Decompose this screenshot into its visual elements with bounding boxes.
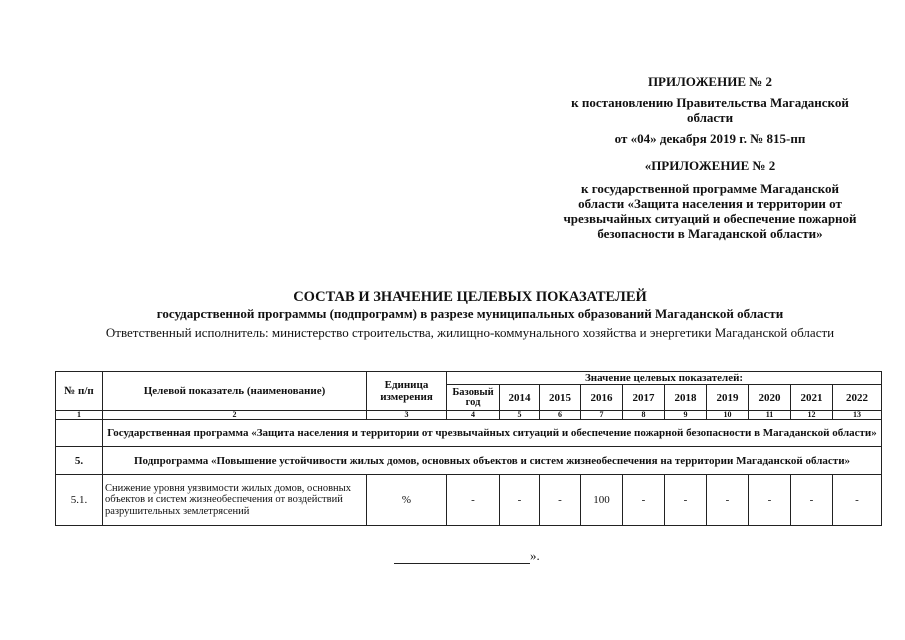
column-number: 2: [103, 411, 367, 420]
header-year: 2018: [665, 385, 707, 411]
appendix2-title: «ПРИЛОЖЕНИЕ № 2: [644, 158, 776, 173]
document-title: СОСТАВ И ЗНАЧЕНИЕ ЦЕЛЕВЫХ ПОКАЗАТЕЛЕЙ: [293, 289, 647, 305]
column-number: 11: [749, 411, 791, 420]
header-unit: Единица измерения: [367, 372, 447, 411]
value-cell: -: [665, 475, 707, 526]
value-cell: 100: [581, 475, 623, 526]
column-number: 5: [500, 411, 540, 420]
header-year: 2022: [833, 385, 882, 411]
appendix-block: [560, 74, 860, 241]
value-cell: -: [447, 475, 500, 526]
closing-line: [394, 548, 554, 564]
subprogram-num: 5.: [56, 447, 103, 475]
value-cell: -: [833, 475, 882, 526]
document-subtitle: государственной программы (подпрограмм) в разрезе муниципальных образований Магаданской области: [156, 306, 784, 321]
header-base-year: Базовый год: [447, 385, 500, 411]
column-number: 12: [791, 411, 833, 420]
resolution-date: от «04» декабря 2019 г. № 815-пп: [614, 131, 806, 146]
header-year: 2019: [707, 385, 749, 411]
column-number: 9: [665, 411, 707, 420]
indicator-name: Снижение уровня уязвимости жилых домов, основных объектов и систем жизнеобеспечения от воздействий разрушительных землетрясений: [103, 475, 367, 526]
responsible-executor: Ответственный исполнитель: министерство строительства, жилищно-коммунального хозяйства и энергетики Магаданской области: [105, 325, 835, 340]
program-num-cell: [56, 420, 103, 447]
resolution-reference: к постановлению Правительства Магаданской области: [571, 95, 849, 125]
value-cell: -: [707, 475, 749, 526]
header-year: 2015: [540, 385, 581, 411]
signature-line: [394, 551, 530, 564]
column-number: 7: [581, 411, 623, 420]
column-number: 10: [707, 411, 749, 420]
column-number: 4: [447, 411, 500, 420]
column-number: 13: [833, 411, 882, 420]
header-year: 2020: [749, 385, 791, 411]
header-year: 2021: [791, 385, 833, 411]
value-cell: -: [500, 475, 540, 526]
column-number: 8: [623, 411, 665, 420]
column-number: 3: [367, 411, 447, 420]
indicators-table: [55, 371, 882, 526]
program-row: Государственная программа «Защита населения и территории от чрезвычайных ситуаций и обеспечение пожарной безопасности в Магаданской области»: [103, 420, 882, 447]
value-cell: -: [623, 475, 665, 526]
document-heading: [60, 289, 880, 340]
program-reference: к государственной программе Магаданской области «Защита населения и территории от чрезвычайных ситуаций и обеспечение пожарной безопасности в Магаданской области»: [563, 181, 857, 241]
header-year: 2014: [500, 385, 540, 411]
subprogram-row: Подпрограмма «Повышение устойчивости жилых домов, основных объектов и систем жизнеобеспечения на территории Магаданской области»: [103, 447, 882, 475]
value-cell: -: [791, 475, 833, 526]
header-year: 2017: [623, 385, 665, 411]
column-number: 6: [540, 411, 581, 420]
value-cell: -: [540, 475, 581, 526]
value-cell: -: [749, 475, 791, 526]
header-indicator: Целевой показатель (наименование): [103, 372, 367, 411]
row-num: 5.1.: [56, 475, 103, 526]
column-number: 1: [56, 411, 103, 420]
closing-quote: ».: [530, 548, 540, 563]
unit-cell: %: [367, 475, 447, 526]
appendix-title: ПРИЛОЖЕНИЕ № 2: [647, 74, 773, 89]
header-values-group: Значение целевых показателей:: [447, 372, 882, 385]
header-year: 2016: [581, 385, 623, 411]
header-num: № п/п: [56, 372, 103, 411]
